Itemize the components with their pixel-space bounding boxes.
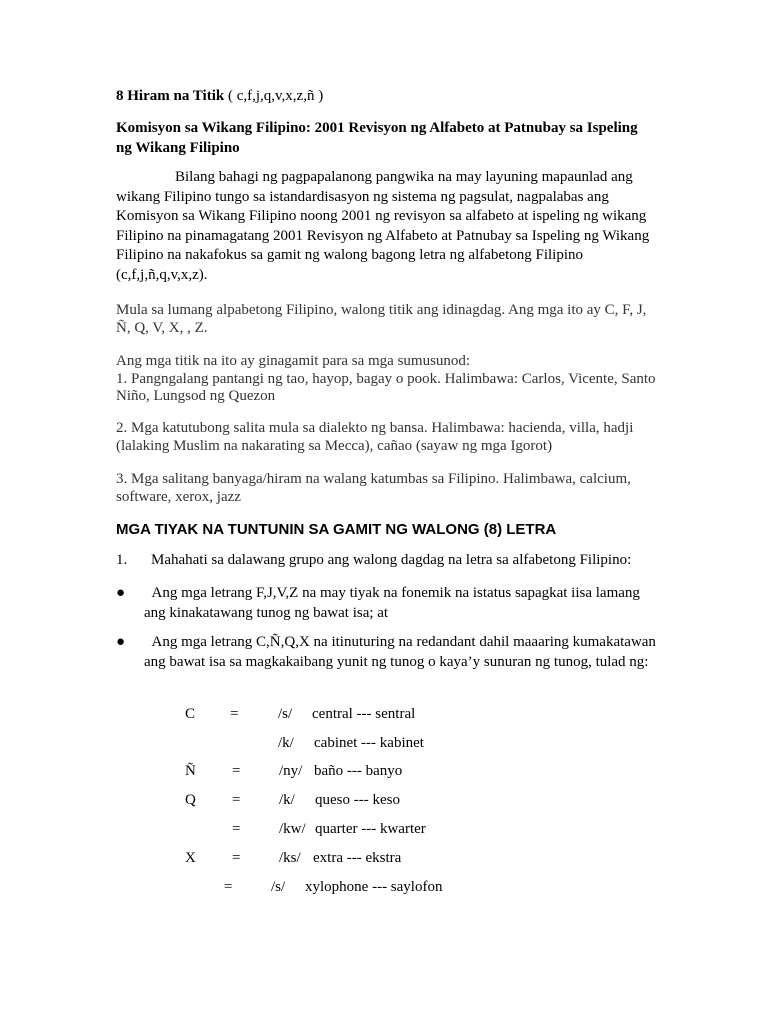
table-row-example: cabinet --- kabinet <box>314 735 424 751</box>
section-title: MGA TIYAK NA TUNTUNIN SA GAMIT NG WALONG (8) LETRA <box>116 521 557 538</box>
rule-text: Mahahati sa dalawang grupo ang walong dagdag na letra sa alfabetong Filipino: <box>151 552 632 568</box>
bullet-text: Ang mga letrang C,Ñ,Q,X na itinuturing na redandant dahil maaaring kumakatawan ang bawat isa sa magkakaibang yunit ng tunog o kaya’y sunuran ng tunog, tulad ng: <box>144 634 656 670</box>
rule-number: 1. <box>116 552 128 568</box>
table-row-equals: = <box>232 792 241 808</box>
bullet-icon: ● <box>116 634 126 650</box>
table-row-example: xylophone --- saylofon <box>305 879 443 895</box>
table-row-phoneme: /ks/ <box>279 850 301 866</box>
title-bold: 8 Hiram na Titik <box>116 88 225 104</box>
use-item-3: 3. Mga salitang banyaga/hiram na walang katumbas sa Filipino. Halimbawa, calcium, software, xerox, jazz <box>116 471 631 505</box>
table-row-equals: = <box>232 821 241 837</box>
table-row-equals: = <box>232 850 241 866</box>
use-item-1: 1. Pangngalang pantangi ng tao, hayop, bagay o pook. Halimbawa: Carlos, Vicente, Santo Niño, Lungsod ng Quezon <box>116 370 656 404</box>
document-subtitle: Komisyon sa Wikang Filipino: 2001 Revisyon ng Alfabeto at Patnubay sa Ispeling ng Wikang Filipino <box>116 120 638 156</box>
uses-paragraph <box>116 353 661 406</box>
table-row-phoneme: /s/ <box>271 879 286 895</box>
table-row-example: baño --- banyo <box>314 763 403 779</box>
bullet-item-2 <box>116 632 656 672</box>
table-row-phoneme: /ny/ <box>279 763 303 779</box>
use-item-2: 2. Mga katutubong salita mula sa dialekto ng bansa. Halimbawa: hacienda, villa, hadji (lalaking Muslim na nakarating sa Mecca), cañao (sayaw ng mga Igorot) <box>116 420 634 454</box>
uses-intro: Ang mga titik na ito ay ginagamit para sa mga sumusunod: <box>116 353 471 369</box>
bullet-text: Ang mga letrang F,J,V,Z na may tiyak na fonemik na istatus sapagkat iisa lamang ang kinakatawang tunog ng bawat isa; at <box>144 585 640 621</box>
table-row-phoneme: /s/ <box>278 706 293 722</box>
table-row-letter: X <box>185 850 196 866</box>
table-row-example: extra --- ekstra <box>313 850 402 866</box>
table-row-phoneme: /k/ <box>279 792 295 808</box>
table-row-phoneme: /kw/ <box>279 821 306 837</box>
table-row-example: quarter --- kwarter <box>315 821 426 837</box>
table-row-equals: = <box>230 706 239 722</box>
table-row-phoneme: /k/ <box>278 735 294 751</box>
table-row-letter: Ñ <box>185 763 196 779</box>
bullet-icon: ● <box>116 585 126 601</box>
page-title <box>116 88 323 105</box>
title-letters: ( c,f,j,q,v,x,z,ñ ) <box>224 88 324 104</box>
old-alphabet-paragraph: Mula sa lumang alpabetong Filipino, walong titik ang idinagdag. Ang mga ito ay C, F, J, Ñ, Q, V, X, , Z. <box>116 302 647 336</box>
intro-text: Bilang bahagi ng pagpapalanong pangwika na may layuning mapaunlad ang wikang Filipino tungo sa istandardisasyon ng sistema ng pagsulat, nagpalabas ang Komisyon sa Wikang Filipino noong 2001 ng revisyon sa alfabeto at ispeling ng wikang Filipino na pinamagatang 2001 Revisyon ng Alfabeto at Patnubay sa Ispeling ng Wikang Filipino na nakafokus sa gamit ng walong bagong letra ng alfabetong Filipino (c,f,j,ñ,q,v,x,z). <box>116 169 650 283</box>
table-row-letter: Q <box>185 792 196 808</box>
rule-item-1 <box>116 552 631 569</box>
table-row-example: queso --- keso <box>315 792 400 808</box>
table-row-equals: = <box>232 763 241 779</box>
table-row-equals: = <box>224 879 233 895</box>
intro-paragraph <box>116 168 652 286</box>
table-row-letter: C <box>185 706 196 722</box>
table-row-example: central --- sentral <box>312 706 416 722</box>
bullet-item-1 <box>116 583 656 623</box>
